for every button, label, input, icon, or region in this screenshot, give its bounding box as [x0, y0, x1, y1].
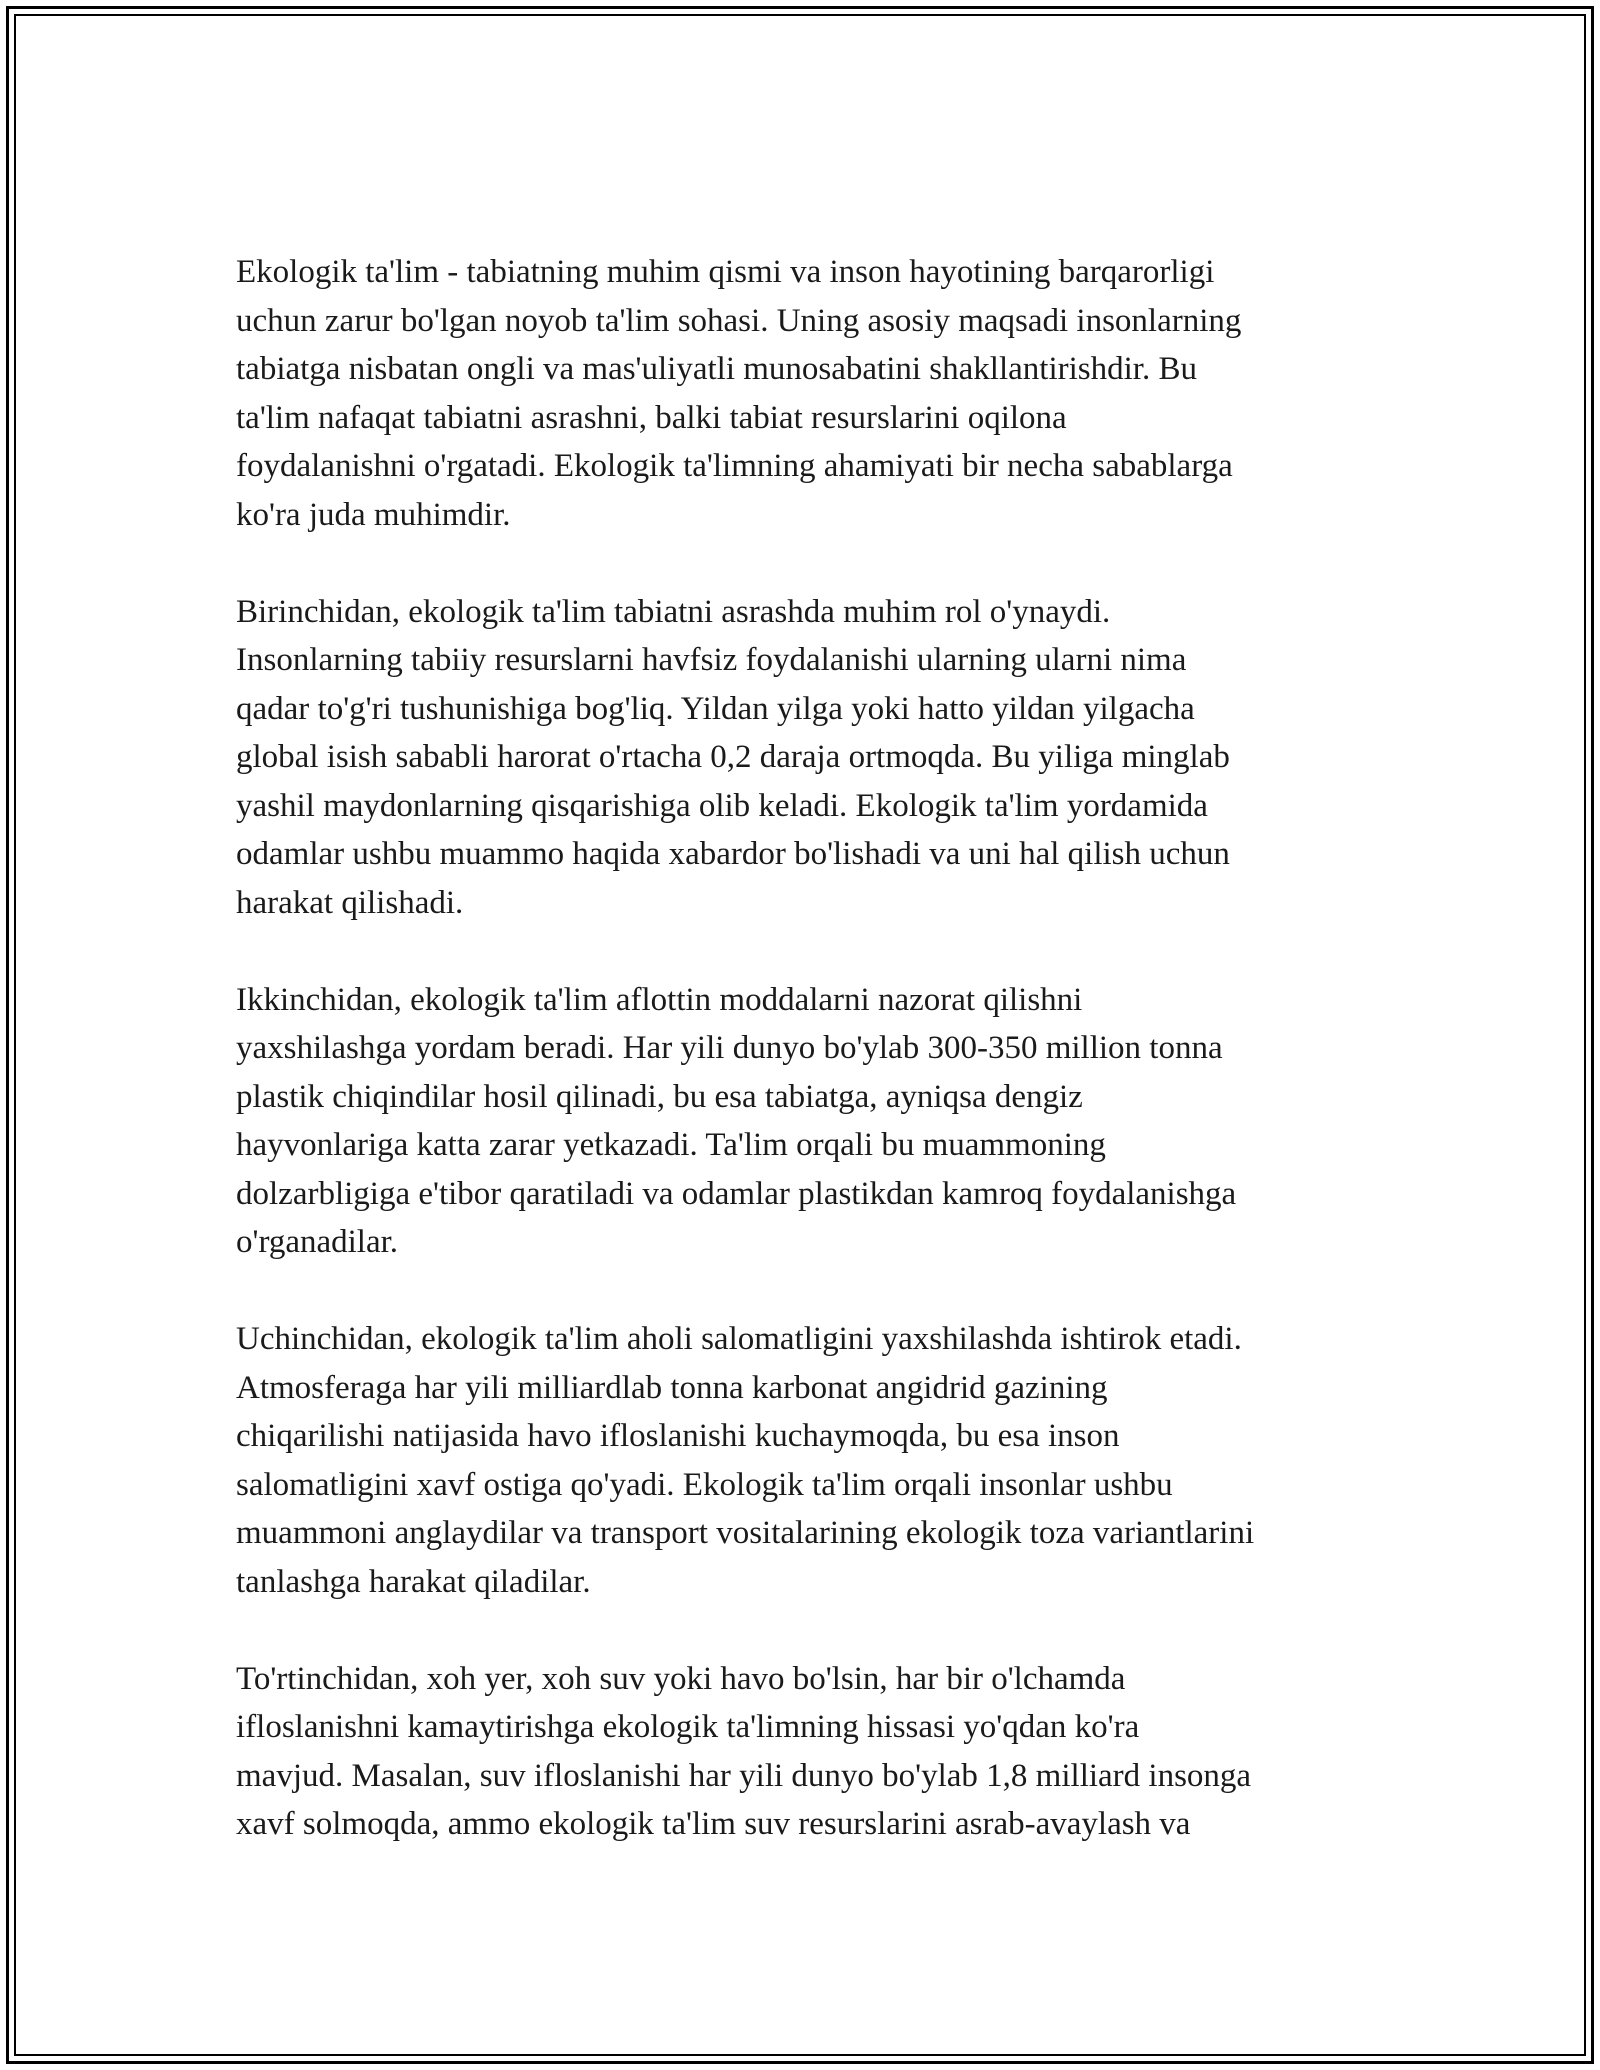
- paragraph-intro: Ekologik ta'lim - tabiatning muhim qismi va inson hayotining barqarorligi uchun zarur bo'lgan noyob ta'lim sohasi. Uning asosiy maqsadi insonlarning tabiatga nisbatan ongli va mas'uliyatli munosabatini shakllantirishdir. Bu ta'lim nafaqat tabiatni asrashni, balki tabiat resurslarini oqilona foydalanishni o'rgatadi. Ekologik ta'limning ahamiyati bir necha sabablarga ko'ra juda muhimdir.: [236, 254, 1242, 533]
- document-body: [236, 248, 1376, 1897]
- paragraph-third: Uchinchidan, ekologik ta'lim aholi salomatligini yaxshilashda ishtirok etadi. Atmosferaga har yili milliardlab tonna karbonat angidrid gazining chiqarilishi natijasida havo ifloslanishi kuchaymoqda, bu esa inson salomatligini xavf ostiga qo'yadi. Ekologik ta'lim orqali insonlar ushbu muammoni anglaydilar va transport vositalarining ekologik toza variantlarini tanlashga harakat qiladilar.: [236, 1321, 1255, 1600]
- paragraph-first: Birinchidan, ekologik ta'lim tabiatni asrashda muhim rol o'ynaydi. Insonlarning tabiiy resurslarni havfsiz foydalanishi ularning ularni nima qadar to'g'ri tushunishiga bog'liq. Yildan yilga yoki hatto yildan yilgacha global isish sababli harorat o'rtacha 0,2 daraja ortmoqda. Bu yiliga minglab yashil maydonlarning qisqarishiga olib keladi. Ekologik ta'lim yordamida odamlar ushbu muammo haqida xabardor bo'lishadi va uni hal qilish uchun harakat qilishadi.: [236, 593, 1230, 921]
- paragraph-second: Ikkinchidan, ekologik ta'lim aflottin moddalarni nazorat qilishni yaxshilashga yordam beradi. Har yili dunyo bo'ylab 300-350 million tonna plastik chiqindilar hosil qilinadi, bu esa tabiatga, ayniqsa dengiz hayvonlariga katta zarar yetkazadi. Ta'lim orqali bu muammoning dolzarbligiga e'tibor qaratiladi va odamlar plastikdan kamroq foydalanishga o'rganadilar.: [236, 981, 1237, 1260]
- paragraph-fourth: To'rtinchidan, xoh yer, xoh suv yoki havo bo'lsin, har bir o'lchamda ifloslanishni kamaytirishga ekologik ta'limning hissasi yo'qdan ko'ra mavjud. Masalan, suv ifloslanishi har yili dunyo bo'ylab 1,8 milliard insonga xavf solmoqda, ammo ekologik ta'lim suv resurslarini asrab-avaylash va: [236, 1660, 1252, 1842]
